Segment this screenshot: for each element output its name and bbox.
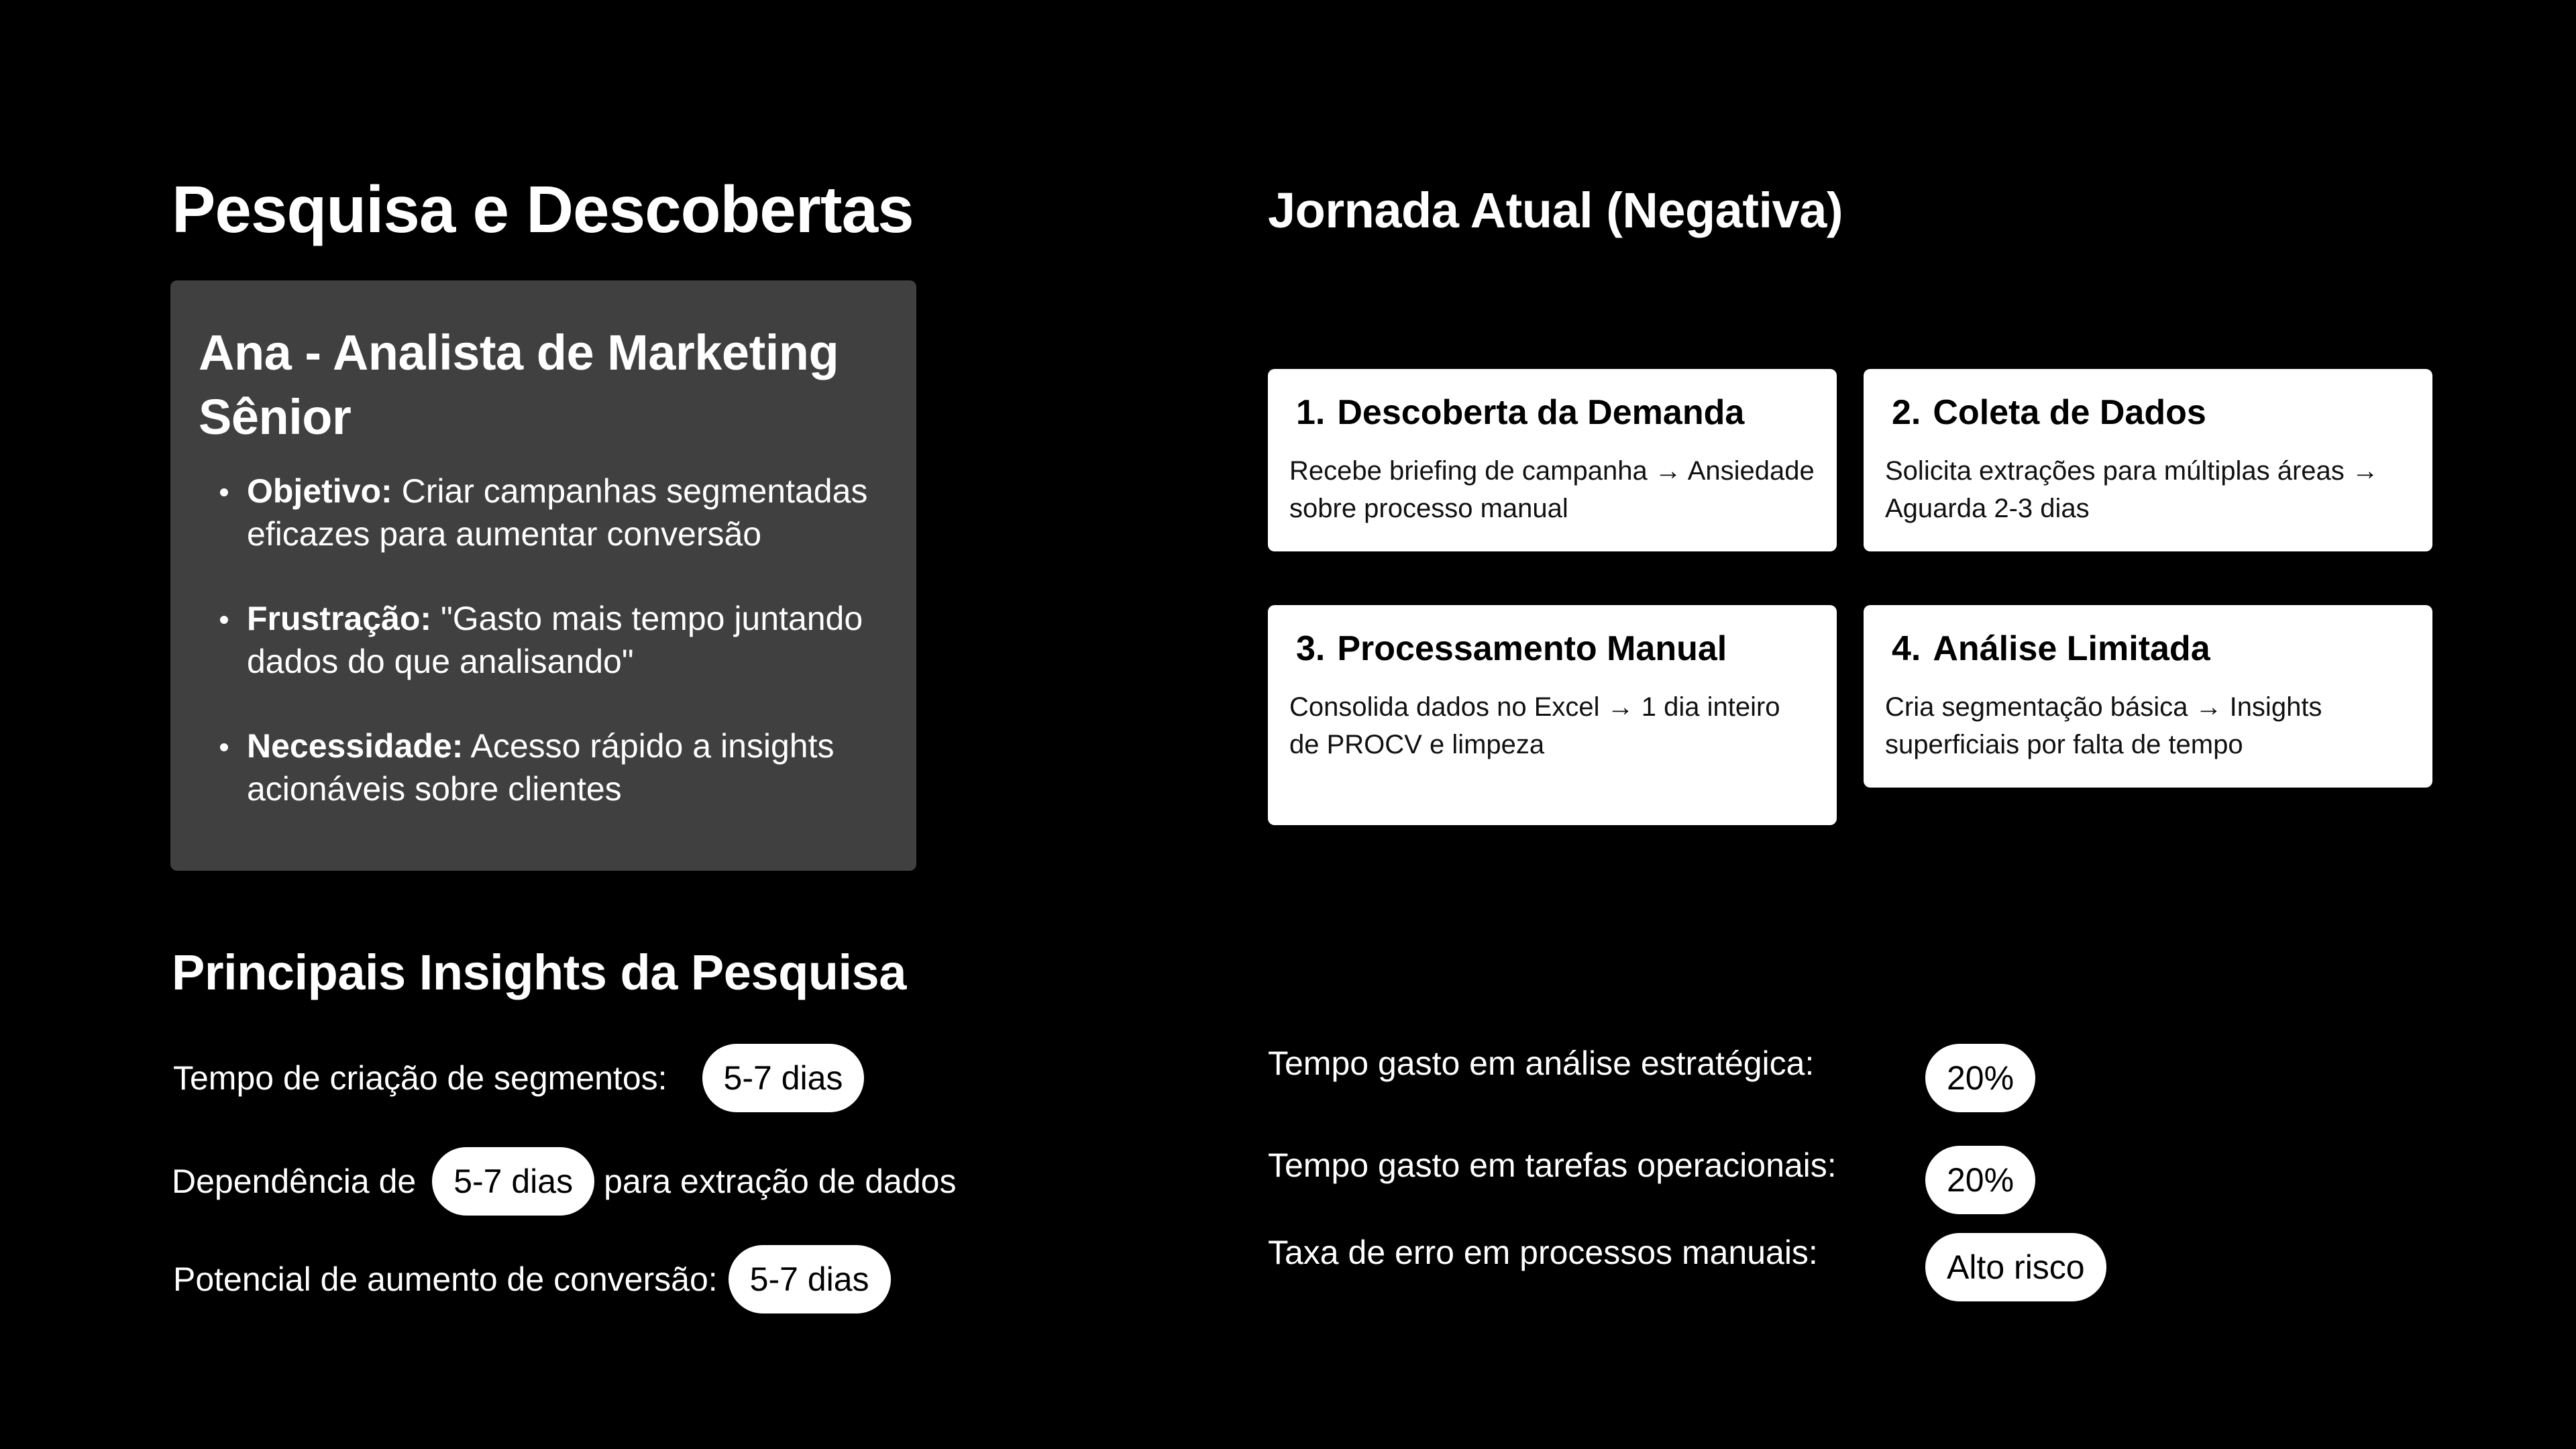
persona-item-label: Frustração: [247,600,432,638]
journey-step-card [1864,369,2432,551]
insight-value-pill: Alto risco [1925,1233,2106,1301]
persona-item-objective [247,470,890,555]
journey-step-card [1268,605,1837,825]
step-title [1892,392,2411,433]
step-title-text: Descoberta da Demanda [1337,393,1745,432]
persona-item-need [247,724,890,810]
insight-row [1268,1044,1814,1083]
step-description: Consolida dados no Excel → 1 dia inteiro de PROCV e limpeza [1289,692,1780,760]
insight-row [1268,1146,1837,1185]
persona-item-label: Necessidade: [247,727,464,765]
step-title-text: Análise Limitada [1933,629,2210,668]
page-title: Pesquisa e Descobertas [172,172,914,246]
step-number: 2. [1892,393,1921,432]
insight-label: Potencial de aumento de conversão: [173,1260,718,1298]
insight-label: Tempo de criação de segmentos: [173,1059,667,1097]
step-description: Cria segmentação básica → Insights superficiais por falta de tempo [1885,692,2322,760]
insight-label: Tempo gasto em análise estratégica: [1268,1044,1815,1082]
insights-title: Principais Insights da Pesquisa [172,945,906,1000]
step-title [1296,392,1815,433]
insight-row [172,1147,956,1216]
step-description: Solicita extrações para múltiplas áreas → Aguarda 2-3 dias [1885,456,2379,524]
persona-list [199,470,890,810]
insight-label: Taxa de erro em processos manuais: [1268,1234,1818,1271]
persona-item-text: Criar campanhas segmentadas eficazes para aumentar conversão [247,472,868,553]
journey-title: Jornada Atual (Negativa) [1268,182,1843,238]
journey-step-card [1268,369,1837,551]
step-title-text: Coleta de Dados [1933,393,2206,432]
insight-value-pill: 20% [1925,1044,2035,1112]
persona-card [170,280,916,871]
persona-item-text: Acesso rápido a insights acionáveis sobre clientes [247,727,835,808]
step-title [1892,628,2411,669]
step-number: 4. [1892,629,1921,668]
insight-value-pill: 5-7 dias [729,1245,891,1313]
step-title-text: Processamento Manual [1337,629,1727,668]
insight-value-pill: 20% [1925,1146,2035,1214]
step-description: Recebe briefing de campanha → Ansiedade sobre processo manual [1289,456,1815,524]
persona-title: Ana - Analista de Marketing Sênior [199,325,839,445]
step-number: 1. [1296,393,1326,432]
journey-step-card [1864,605,2432,788]
insight-value-pill: 5-7 dias [702,1044,865,1112]
persona-item-label: Objetivo: [247,472,392,511]
insight-suffix: para extração de dados [604,1163,957,1200]
persona-item-text: "Gasto mais tempo juntando dados do que analisando" [247,600,863,681]
insight-row [173,1245,891,1313]
persona-item-frustration [247,597,890,683]
insight-row [173,1044,864,1112]
insight-label: Tempo gasto em tarefas operacionais: [1268,1146,1837,1184]
insight-value-pill: 5-7 dias [432,1147,594,1216]
insight-prefix: Dependência de [172,1163,417,1200]
step-number: 3. [1296,629,1326,668]
step-title [1296,628,1815,669]
insight-row [1268,1233,1818,1272]
